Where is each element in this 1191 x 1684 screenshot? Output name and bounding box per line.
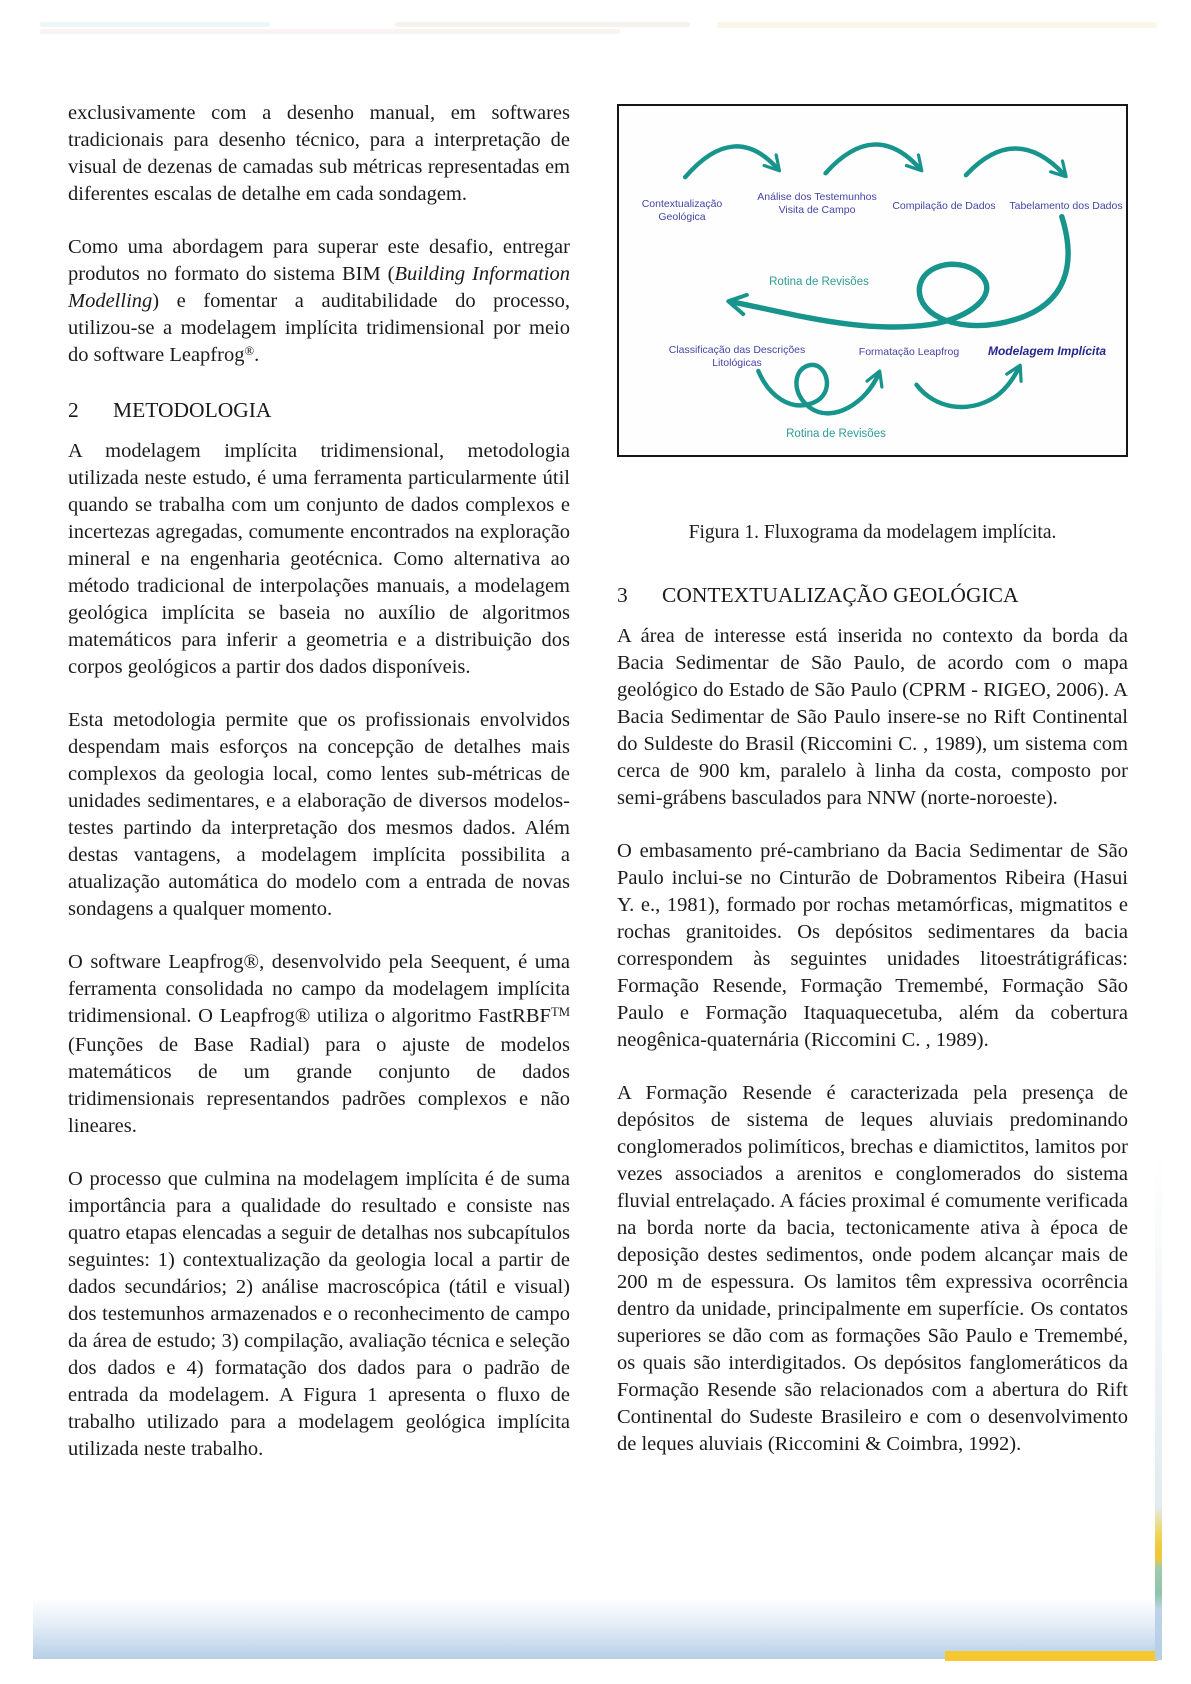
flowchart-label-classificacao: Classificação das Descrições Litológicas bbox=[668, 344, 806, 369]
figure-1-caption: Figura 1. Fluxograma da modelagem implícita. bbox=[688, 522, 1057, 543]
flowchart-label-line: Análise dos Testemunhos bbox=[757, 191, 877, 203]
right-column bbox=[617, 104, 1128, 1484]
arrow-revision-loop bbox=[731, 217, 1068, 327]
scan-artifact bbox=[40, 29, 620, 34]
flowchart-label-analise bbox=[757, 191, 877, 216]
arrow-step1-step2 bbox=[685, 146, 778, 177]
left-column bbox=[68, 100, 570, 1489]
flowchart-diagram bbox=[619, 106, 1126, 455]
paragraph: O embasamento pré-cambriano da Bacia Sedimentar de São Paulo inclui-se no Cinturão de Dobramentos Ribeira (Hasui Y. e., 1981), formado por rochas metamórficas, migmatitos e rochas granitoides. Os depósitos sedimentares da bacia correspondem às seguintes unidades litoestrátigráficas: Formação Resende, Formação Tremembé, Formação São Paulo e Formação Itaquaquecetuba, além da cobertura neogênica-quaternária (Riccomini C. , 1989). bbox=[617, 840, 1128, 1051]
flowchart-label-formatacao: Formatação Leapfrog bbox=[858, 346, 960, 358]
section-heading-metodologia bbox=[68, 397, 570, 424]
paragraph: O software Leapfrog®, desenvolvido pela Seequent, é uma ferramenta consolidada no campo da modelagem implícita tridimensional. O Leapfrog® utiliza o algoritmo FastRBF™ (Funções de Base Radial) para o ajuste de modelos matemáticos de um grande conjunto de dados tridimensionais representandos padrões complexos e não lineares. bbox=[68, 951, 570, 1137]
section-heading-contextualizacao bbox=[617, 582, 1128, 609]
paragraph: O processo que culmina na modelagem implícita é de suma importância para a qualidade do resultado e consiste nas quatro etapas elencadas a seguir de detalhas nos subcapítulos seguintes: 1) contextualização da geologia local a partir de dados secundários; 2) análise macroscópica (tátil e visual) dos testemunhos armazenados e o reconhecimento de campo da área de estudo; 3) compilação, avaliação técnica e seleção dos dados e 4) formatação dos dados para o padrão de entrada da modelagem. A Figura 1 apresenta o fluxo de trabalho utilizado para a modelagem geológica implícita utilizada neste trabalho. bbox=[68, 1168, 570, 1460]
page-edge-color-strip bbox=[1155, 1150, 1162, 1660]
bottom-gradient-band bbox=[33, 1598, 1162, 1659]
figure-1-flowchart bbox=[617, 104, 1128, 457]
flowchart-label-compilacao: Compilação de Dados bbox=[892, 200, 996, 212]
arrow-step5-step6 bbox=[758, 365, 879, 413]
section-number: 2 bbox=[68, 398, 79, 422]
paragraph: exclusivamente com a desenho manual, em softwares tradicionais para desenho técnico, para a interpretação de visual de dezenas de camadas sub métricas representadas em diferentes escalas de detalhe em cada sondagem. bbox=[68, 102, 570, 205]
paragraph: A área de interesse está inserida no contexto da borda da Bacia Sedimentar de São Paulo, de acordo com o mapa geológico do Estado de São Paulo (CPRM - RIGEO, 2006). A Bacia Sedimentar de São Paulo insere-se no Rift Continental do Suldeste do Brasil (Riccomini C. , 1989), um sistema com cerca de 900 km, paralelo à linha da costa, composto por semi-grábens basculados para NNW (norte-noroeste). bbox=[617, 625, 1128, 809]
section-title: CONTEXTUALIZAÇÃO GEOLÓGICA bbox=[662, 583, 1019, 607]
arrow-step2-step3 bbox=[826, 145, 921, 174]
paragraph: A modelagem implícita tridimensional, metodologia utilizada neste estudo, é uma ferramenta particularmente útil quando se trabalha com um conjunto de dados complexos e incertezas agregadas, comumente encontrados na exploração mineral e na engenharia geotécnica. Como alternativa ao método tradicional de interpolações manuais, a modelagem geológica implícita se baseia no auxílio de algoritmos matemáticos para inferir a geometria e a distribuição dos corpos geológicos a partir dos dados disponíveis. bbox=[68, 440, 570, 678]
section-title: METODOLOGIA bbox=[113, 398, 272, 422]
paragraph: Esta metodologia permite que os profissionais envolvidos despendam mais esforços na concepção de detalhes mais complexos da geologia local, como lentes sub-métricas de unidades sedimentares, e a elaboração de diversos modelos-testes partindo da interpretação dos mesmos dados. Além destas vantagens, a modelagem implícita possibilita a atualização automática do modelo com a entrada de novas sondagens a qualquer momento. bbox=[68, 709, 570, 920]
arrow-step3-step4 bbox=[966, 149, 1065, 176]
paragraph: A Formação Resende é caracterizada pela presença de depósitos de sistema de leques aluviais predominando conglomerados polimíticos, brechas e diamictitos, lamitos por vezes associados a arenitos e conglomerados do sistema fluvial entrelaçado. A fácies proximal é comumente verificada na borda norte da bacia, tectonicamente ativa à época de deposição destes sedimentos, onde podem alcançar mais de 200 m de espessura. Os lamitos têm expressiva ocorrência dentro da unidade, principalmente em superfície. Os contatos superiores se dão com as formações São Paulo e Tremembé, os quais são interdigitados. Os depósitos fanglomeráticos da Formação Resende são relacionados com a abertura do Rift Continental do Sudeste Brasileiro e com o desenvolvimento de leques aluviais (Riccomini & Coimbra, 1992). bbox=[617, 1082, 1128, 1455]
flowchart-label-modelagem-implicita: Modelagem Implícita bbox=[987, 344, 1107, 358]
flowchart-label-tabelamento: Tabelamento dos Dados bbox=[1009, 200, 1123, 212]
scan-artifact bbox=[40, 22, 270, 27]
flowchart-label-rotina-revisoes-mid: Rotina de Revisões bbox=[769, 276, 869, 288]
arrow-step6-step7 bbox=[916, 367, 1019, 407]
flowchart-label-rotina-revisoes-bottom: Rotina de Revisões bbox=[786, 428, 886, 440]
flowchart-label-contextualizacao: Contextualização Geológica bbox=[641, 198, 723, 223]
scan-artifact bbox=[395, 22, 690, 27]
bottom-yellow-bar bbox=[945, 1651, 1158, 1661]
section-number: 3 bbox=[617, 583, 628, 607]
scan-artifact bbox=[717, 22, 1157, 28]
flowchart-label-line: Visita de Campo bbox=[778, 203, 856, 216]
paragraph: Como uma abordagem para superar este desafio, entregar produtos no formato do sistema BIM (Building Information Modelling) e fomentar a auditabilidade do processo, utilizou-se a modelagem implícita tridimensional por meio do software Leapfrog®. bbox=[68, 236, 570, 366]
